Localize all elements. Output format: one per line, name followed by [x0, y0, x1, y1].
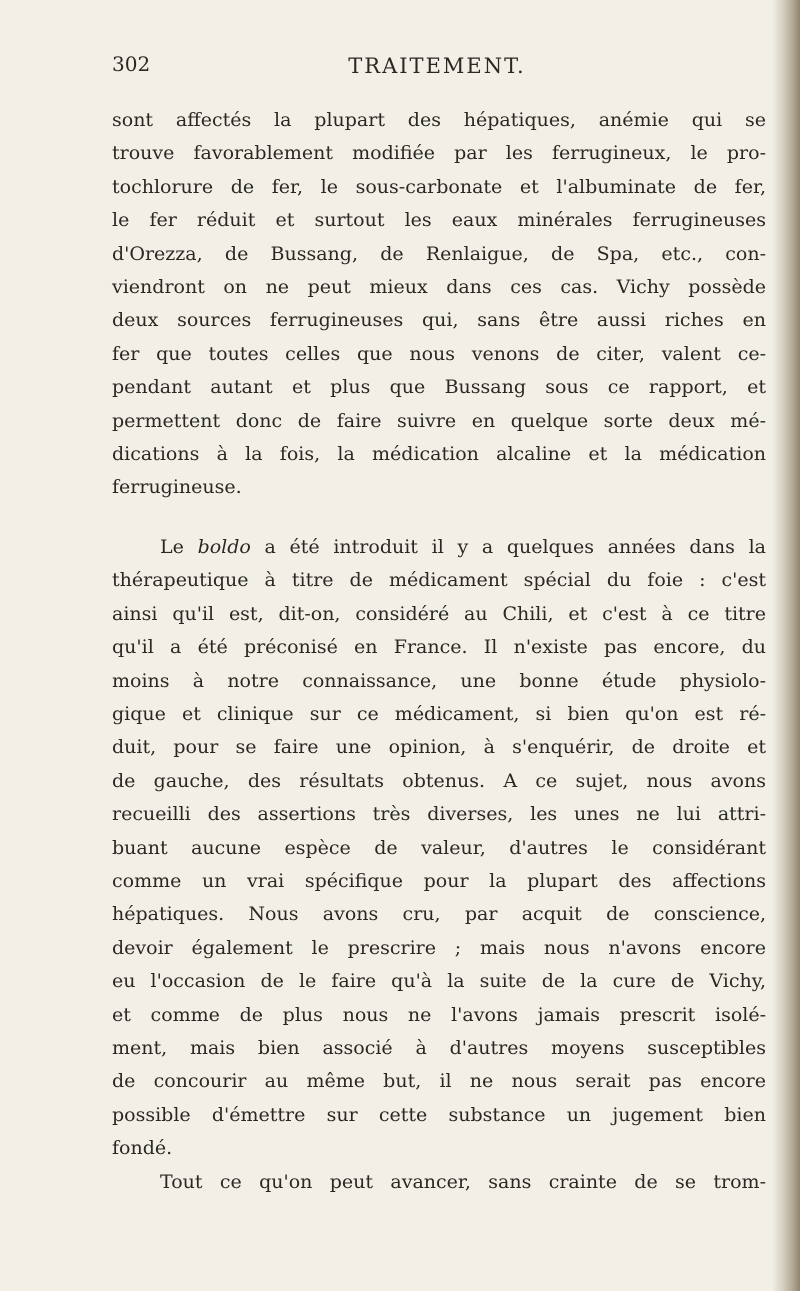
text-line: dications à la fois, la médication alcaline et la médication [112, 443, 766, 466]
text-line: buant aucune espèce de valeur, d'autres le considérant [112, 836, 766, 859]
text-line: deux sources ferrugineuses qui, sans être aussi riches en [112, 309, 766, 332]
text-line: ainsi qu'il est, dit-on, considéré au Chili, et c'est à ce titre [112, 602, 766, 625]
text-line: fondé. [112, 1137, 173, 1160]
text-line: recueilli des assertions très diverses, les unes ne lui attri- [112, 803, 766, 826]
text-line: thérapeutique à titre de médicament spécial du foie : c'est [112, 569, 766, 592]
text-line: viendront on ne peut mieux dans ces cas. Vichy possède [112, 276, 766, 299]
text-line: possible d'émettre sur cette substance un jugement bien [112, 1103, 766, 1126]
page-edge-shadow [772, 0, 800, 1291]
text-line: de concourir au même but, il ne nous serait pas encore [112, 1070, 766, 1093]
text-line: ferrugineuse. [112, 476, 242, 499]
text-line: sont affectés la plupart des hépatiques, anémie qui se [112, 109, 766, 131]
text-line: comme un vrai spécifique pour la plupart des affections [112, 869, 766, 892]
text-line: ment, mais bien associé à d'autres moyens susceptibles [112, 1036, 766, 1059]
page-header [112, 50, 762, 84]
running-title: TRAITEMENT. [348, 54, 526, 78]
paragraph-2 [112, 531, 766, 1166]
text-line: eu l'occasion de le faire qu'à la suite de la cure de Vichy, [112, 970, 766, 993]
text-line: duit, pour se faire une opinion, à s'enquérir, de droite et [112, 736, 766, 759]
text-line: devoir également le prescrire ; mais nous n'avons encore [112, 936, 766, 959]
paragraph-1 [112, 104, 766, 505]
text-line: pendant autant et plus que Bussang sous ce rapport, et [112, 376, 766, 399]
text-line: le fer réduit et surtout les eaux minérales ferrugineuses [112, 209, 766, 232]
text-line: qu'il a été préconisé en France. Il n'existe pas encore, du [112, 636, 766, 659]
text-line: gique et clinique sur ce médicament, si bien qu'on est ré- [112, 702, 766, 725]
body-text [112, 104, 766, 1199]
text-line: hépatiques. Nous avons cru, par acquit de conscience, [112, 903, 766, 926]
text-line: moins à notre connaissance, une bonne étude physiolo- [112, 669, 766, 692]
text-line: trouve favorablement modifiée par les ferrugineux, le pro- [112, 142, 766, 165]
paragraph-first-line [112, 531, 766, 564]
text-line: d'Orezza, de Bussang, de Renlaigue, de Spa, etc., con- [112, 242, 766, 265]
page-number: 302 [112, 52, 151, 76]
text-line: et comme de plus nous ne l'avons jamais prescrit isolé- [112, 1003, 766, 1026]
text-line: fer que toutes celles que nous venons de citer, valent ce- [112, 342, 766, 365]
paragraph-gap [112, 505, 766, 531]
text-line: Tout ce qu'on peut avancer, sans crainte de se trom- [160, 1170, 766, 1193]
lead-word: Le [160, 535, 184, 558]
text-line: tochlorure de fer, le sous-carbonate et l'albuminate de fer, [112, 175, 766, 198]
paragraph-3 [112, 1166, 766, 1199]
text-line: de gauche, des résultats obtenus. A ce sujet, nous avons [112, 769, 766, 792]
first-line-rest: a été introduit il y a quelques années dans la [264, 535, 766, 558]
italic-word-boldo: boldo [197, 535, 251, 558]
text-line: permettent donc de faire suivre en quelque sorte deux mé- [112, 409, 766, 432]
